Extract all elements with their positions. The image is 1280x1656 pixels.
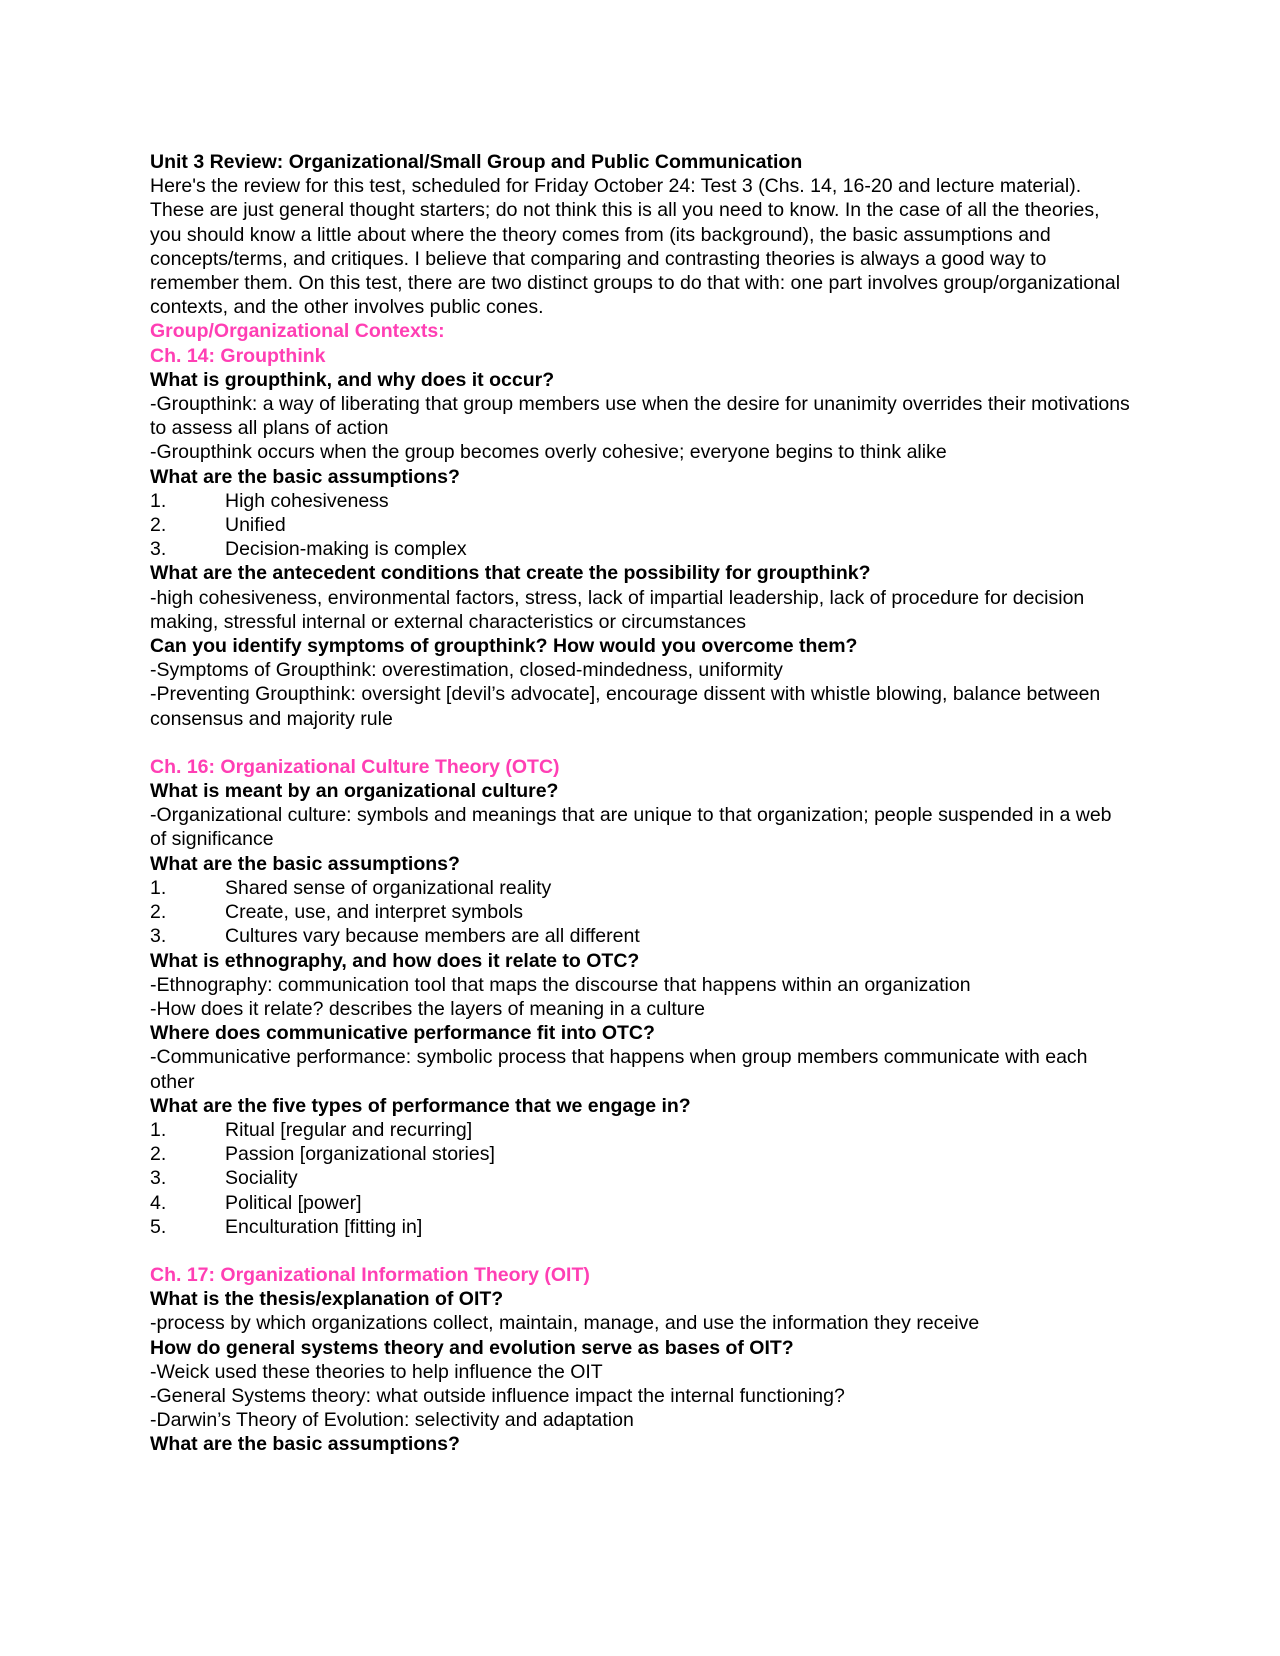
performance-list xyxy=(150,1118,1130,1239)
list-item xyxy=(150,1166,1130,1190)
list-number: 2. xyxy=(150,901,167,924)
question: What is the thesis/explanation of OIT? xyxy=(150,1288,504,1311)
chapter-heading-14: Ch. 14: Groupthink xyxy=(150,344,326,367)
list-text: Shared sense of organizational reality xyxy=(225,876,552,899)
list-item xyxy=(150,1118,1130,1142)
list-item xyxy=(150,924,1130,948)
list-text: High cohesiveness xyxy=(225,489,389,512)
section-heading-group: Group/Organizational Contexts: xyxy=(150,320,445,343)
list-number: 2. xyxy=(150,1143,167,1166)
question: How do general systems theory and evolution serve as bases of OIT? xyxy=(150,1336,794,1359)
answer: -Communicative performance: symbolic process that happens when group members communicate with each other xyxy=(150,1046,1088,1093)
question: Where does communicative performance fit into OTC? xyxy=(150,1022,655,1045)
list-text: Political [power] xyxy=(225,1191,362,1214)
question: What are the five types of performance that we engage in? xyxy=(150,1094,691,1117)
document-title: Unit 3 Review: Organizational/Small Group and Public Communication xyxy=(150,151,803,173)
list-item xyxy=(150,1142,1130,1166)
list-number: 3. xyxy=(150,538,167,561)
document-page xyxy=(150,150,1130,1457)
question: What is groupthink, and why does it occur? xyxy=(150,368,555,391)
question: What is meant by an organizational culture? xyxy=(150,780,559,803)
answer: -Ethnography: communication tool that maps the discourse that happens within an organization xyxy=(150,973,971,996)
assumptions-list xyxy=(150,489,1130,562)
list-item xyxy=(150,900,1130,924)
list-item xyxy=(150,1215,1130,1239)
question: What are the basic assumptions? xyxy=(150,1433,460,1456)
list-item xyxy=(150,1191,1130,1215)
chapter-heading-16: Ch. 16: Organizational Culture Theory (OTC) xyxy=(150,755,560,778)
list-text: Cultures vary because members are all different xyxy=(225,925,640,948)
list-number: 1. xyxy=(150,876,167,899)
intro-paragraph: Here's the review for this test, scheduled for Friday October 24: Test 3 (Chs. 14, 16-20 and lecture material). These are just general thought starters; do not think this is all you need to know. In the case of all the theories, you should know a little about where the theory comes from (its background), the basic assumptions and concepts/terms, and critiques. I believe that comparing and contrasting theories is always a good way to remember them. On this test, there are two distinct groups to do that with: one part involves group/organizational contexts, and the other involves public cones. xyxy=(150,175,1121,319)
answer: -General Systems theory: what outside influence impact the internal functioning? xyxy=(150,1384,845,1407)
answer: -Groupthink occurs when the group becomes overly cohesive; everyone begins to think alike xyxy=(150,441,947,464)
answer: -process by which organizations collect, maintain, manage, and use the information they receive xyxy=(150,1312,980,1335)
list-number: 1. xyxy=(150,1118,167,1141)
list-item xyxy=(150,513,1130,537)
answer: -Symptoms of Groupthink: overestimation, closed-mindedness, uniformity xyxy=(150,659,783,682)
answer: -Weick used these theories to help influence the OIT xyxy=(150,1360,603,1383)
list-item xyxy=(150,489,1130,513)
list-text: Decision-making is complex xyxy=(225,538,467,561)
list-item xyxy=(150,537,1130,561)
list-text: Unified xyxy=(225,514,286,537)
question: What are the basic assumptions? xyxy=(150,852,460,875)
list-item xyxy=(150,876,1130,900)
chapter-heading-17: Ch. 17: Organizational Information Theory (OIT) xyxy=(150,1263,590,1286)
list-text: Create, use, and interpret symbols xyxy=(225,901,524,924)
assumptions-list xyxy=(150,876,1130,949)
list-number: 5. xyxy=(150,1215,167,1238)
list-number: 1. xyxy=(150,489,167,512)
list-number: 4. xyxy=(150,1191,167,1214)
answer: -Groupthink: a way of liberating that group members use when the desire for unanimity overrides their motivations to assess all plans of action xyxy=(150,393,1130,440)
answer: -Organizational culture: symbols and meanings that are unique to that organization; people suspended in a web of significance xyxy=(150,804,1112,851)
question: Can you identify symptoms of groupthink? How would you overcome them? xyxy=(150,635,858,658)
list-text: Passion [organizational stories] xyxy=(225,1143,495,1166)
list-text: Sociality xyxy=(225,1167,298,1190)
list-number: 3. xyxy=(150,925,167,948)
list-text: Ritual [regular and recurring] xyxy=(225,1118,473,1141)
spacer xyxy=(150,731,1130,755)
answer: -Preventing Groupthink: oversight [devil’s advocate], encourage dissent with whistle blowing, balance between consensus and majority rule xyxy=(150,683,1101,730)
answer: -How does it relate? describes the layers of meaning in a culture xyxy=(150,997,705,1020)
question: What are the antecedent conditions that create the possibility for groupthink? xyxy=(150,562,871,585)
answer: -high cohesiveness, environmental factors, stress, lack of impartial leadership, lack of procedure for decision making, stressful internal or external characteristics or circumstances xyxy=(150,586,1085,633)
spacer xyxy=(150,1239,1130,1263)
list-text: Enculturation [fitting in] xyxy=(225,1215,423,1238)
question: What are the basic assumptions? xyxy=(150,465,460,488)
list-number: 3. xyxy=(150,1167,167,1190)
list-number: 2. xyxy=(150,514,167,537)
answer: -Darwin’s Theory of Evolution: selectivity and adaptation xyxy=(150,1409,634,1432)
question: What is ethnography, and how does it relate to OTC? xyxy=(150,949,640,972)
